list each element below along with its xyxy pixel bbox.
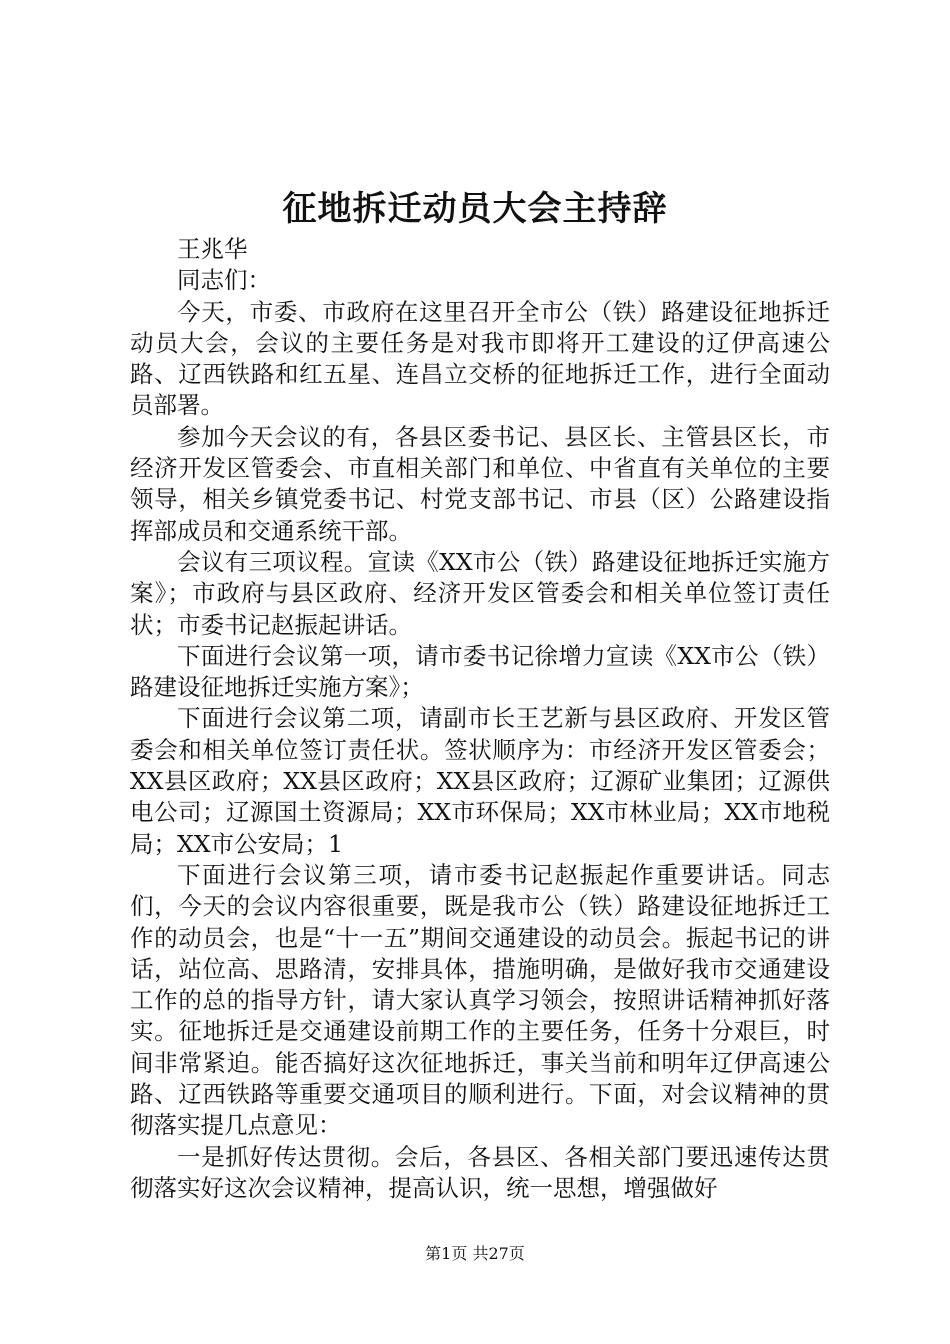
paragraph: 下面进行会议第三项，请市委书记赵振起作重要讲话。同志们，今天的会议内容很重要，既是我市公（铁）路建设征地拆迁工作的动员会，也是“十一五”期间交通建设的动员会。振起书记的讲话，站位高、思路清，安排具体，措施明确，是做好我市交通建设工作的总的指导方针，请大家认真学习领会，按照讲话精神抓好落实。征地拆迁是交通建设前期工作的主要任务，任务十分艰巨，时间非常紧迫。能否搞好这次征地拆迁，事关当前和明年辽伊高速公路、辽西铁路等重要交通项目的顺利进行。下面，对会议精神的贯彻落实提几点意见： <box>130 860 830 1140</box>
paragraph: 今天，市委、市政府在这里召开全市公（铁）路建设征地拆迁动员大会，会议的主要任务是对我市即将开工建设的辽伊高速公路、辽西铁路和红五星、连昌立交桥的征地拆迁工作，进行全面动员部署。 <box>130 297 830 420</box>
paragraph: 下面进行会议第一项，请市委书记徐增力宣读《XX市公（铁）路建设征地拆迁实施方案》； <box>130 641 830 702</box>
paragraph: 参加今天会议的有，各县区委书记、县区长、主管县区长，市经济开发区管委会、市直相关部门和单位、中省直有关单位的主要领导，相关乡镇党委书记、村党支部书记、市县（区）公路建设指挥部成员和交通系统干部。 <box>130 422 830 545</box>
paragraph: 会议有三项议程。宣读《XX市公（铁）路建设征地拆迁实施方案》；市政府与县区政府、经济开发区管委会和相关单位签订责任状；市委书记赵振起讲话。 <box>130 547 830 639</box>
document-body <box>130 234 830 1204</box>
salutation-line: 同志们： <box>177 266 271 295</box>
author-line: 王兆华 <box>177 235 248 263</box>
paragraph: 一是抓好传达贯彻。会后，各县区、各相关部门要迅速传达贯彻落实好这次会议精神，提高认识，统一思想，增强做好 <box>130 1142 830 1202</box>
document-title: 征地拆迁动员大会主持辞 <box>282 189 668 229</box>
paragraph: 下面进行会议第二项，请副市长王艺新与县区政府、开发区管委会和相关单位签订责任状。签状顺序为：市经济开发区管委会；XX县区政府；XX县区政府；XX县区政府；辽源矿业集团；辽源供电公司；辽源国土资源局；XX市环保局；XX市林业局；XX市地税局；XX市公安局；1 <box>130 704 830 858</box>
page-number-footer: 第1页 共27页 <box>425 1244 525 1263</box>
